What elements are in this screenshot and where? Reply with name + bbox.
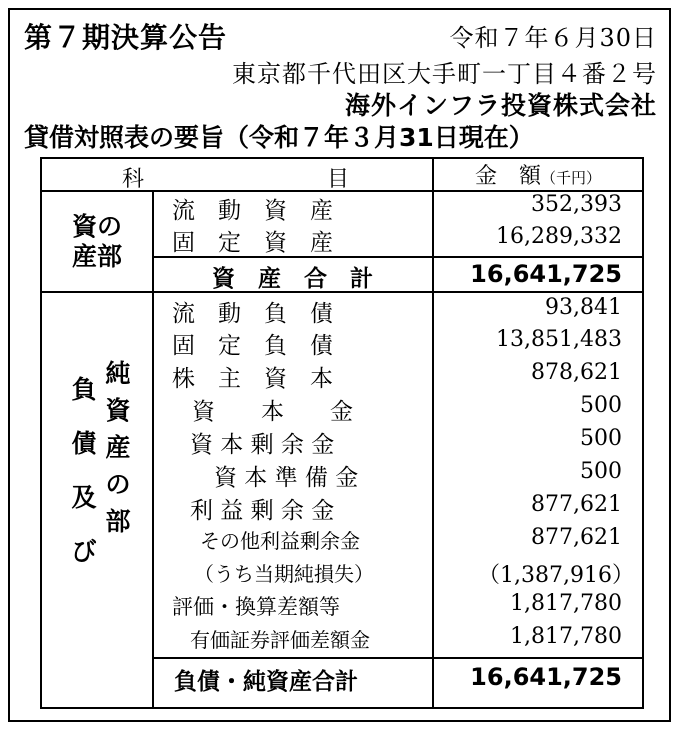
liabilities-total-divider bbox=[152, 657, 434, 659]
liability-row-amount: 13,851,483 bbox=[496, 327, 622, 352]
liability-row-label: 評価・換算差額等 bbox=[172, 595, 340, 619]
company-address: 東京都千代田区大手町一丁目４番２号 bbox=[232, 60, 657, 88]
balance-sheet-title: 貸借対照表の要旨（令和７年３月31日現在） bbox=[24, 123, 534, 152]
liability-row-amount: （1,387,916） bbox=[478, 563, 634, 588]
assets-total-divider bbox=[152, 256, 434, 258]
liabilities-category-left bbox=[70, 363, 98, 579]
liability-row-amount: 877,621 bbox=[531, 492, 622, 517]
assets-category-line2: 産部 bbox=[71, 241, 122, 271]
company-name: 海外インフラ投資株式会社 bbox=[344, 91, 657, 120]
assets-category-line1: 資の bbox=[71, 211, 122, 241]
liability-row-label: その他利益剰余金 bbox=[200, 529, 360, 553]
assets-total-amount: 16,641,725 bbox=[470, 260, 622, 288]
liability-row-label: 株 主 資 本 bbox=[172, 366, 333, 392]
liability-row-amount: 93,841 bbox=[545, 295, 622, 320]
header-amount bbox=[433, 158, 643, 191]
liabilities-category bbox=[41, 292, 153, 708]
liabilities-items bbox=[153, 292, 433, 708]
assets-amounts bbox=[433, 191, 643, 292]
header-amount-label: 金 額 bbox=[474, 164, 541, 189]
assets-category bbox=[41, 191, 153, 292]
category-char: 及 bbox=[71, 483, 97, 512]
assets-total-label: 資 産 合 計 bbox=[212, 266, 373, 292]
category-char: 部 bbox=[105, 507, 131, 536]
assets-items bbox=[153, 191, 433, 292]
balance-sheet-table bbox=[40, 157, 644, 709]
category-char: 産 bbox=[105, 433, 131, 462]
liability-row-label: 利 益 剰 余 金 bbox=[190, 498, 335, 524]
liability-row-label: 資 本 金 bbox=[192, 399, 353, 425]
table-header-row bbox=[41, 158, 643, 191]
header-amount-unit: （千円） bbox=[541, 169, 602, 187]
assets-total-divider-amount bbox=[432, 256, 644, 258]
asset-row-amount: 352,393 bbox=[531, 192, 622, 217]
header-kamoku bbox=[41, 158, 433, 191]
category-char: 債 bbox=[71, 429, 97, 458]
liability-row-label: （うち当期純損失） bbox=[194, 562, 374, 586]
header-kamoku-ka: 科 bbox=[122, 167, 145, 192]
liability-row-amount: 1,817,780 bbox=[510, 624, 622, 649]
notice-date: 令和７年６月30日 bbox=[449, 24, 657, 52]
header-row bbox=[24, 16, 657, 54]
liability-row-label: 有価証券評価差額金 bbox=[190, 628, 370, 652]
notice-title: 第７期決算公告 bbox=[24, 21, 228, 54]
header-kamoku-moku: 目 bbox=[327, 167, 350, 192]
assets-section bbox=[41, 191, 643, 292]
liabilities-section bbox=[41, 292, 643, 708]
category-char: 資 bbox=[105, 396, 131, 425]
liability-row-amount: 500 bbox=[580, 393, 622, 418]
liabilities-total-amount: 16,641,725 bbox=[470, 663, 622, 691]
liability-row-amount: 1,817,780 bbox=[510, 591, 622, 616]
asset-row-label: 流 動 資 産 bbox=[172, 198, 333, 224]
category-char: 純 bbox=[105, 359, 131, 388]
liability-row-label: 流 動 負 債 bbox=[172, 301, 333, 327]
liability-row-amount: 877,621 bbox=[531, 525, 622, 550]
asset-row-amount: 16,289,332 bbox=[496, 224, 622, 249]
liabilities-amounts bbox=[433, 292, 643, 708]
liability-row-amount: 500 bbox=[580, 459, 622, 484]
asset-row-label: 固 定 資 産 bbox=[172, 230, 333, 256]
liabilities-category-right bbox=[104, 355, 132, 540]
liability-row-label: 固 定 負 債 bbox=[172, 333, 333, 359]
liability-row-label: 資 本 準 備 金 bbox=[214, 465, 359, 491]
liability-row-amount: 500 bbox=[580, 426, 622, 451]
liability-row-amount: 878,621 bbox=[531, 360, 622, 385]
category-char: び bbox=[71, 537, 97, 566]
liabilities-total-divider-amount bbox=[432, 657, 644, 659]
liability-row-label: 資 本 剰 余 金 bbox=[190, 432, 335, 458]
liabilities-total-label: 負債・純資産合計 bbox=[174, 669, 358, 695]
category-char: の bbox=[105, 470, 131, 499]
category-char: 負 bbox=[71, 375, 97, 404]
